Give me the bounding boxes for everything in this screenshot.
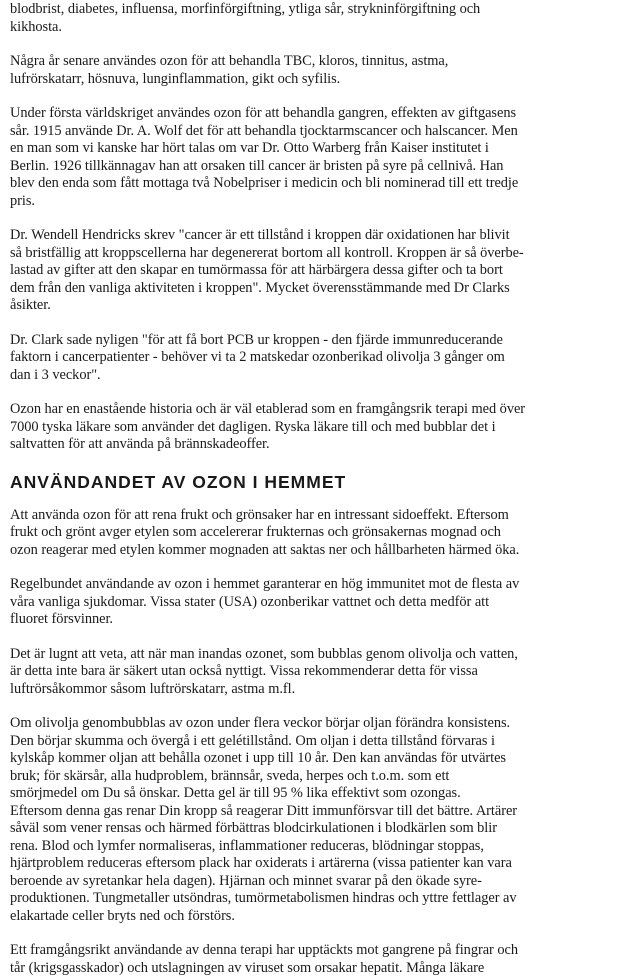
- document-page: [10, 0, 614, 976]
- paragraph-fruit-vegetables: Att använda ozon för att rena frukt och grönsaker har en intressant sidoeffekt. Eftersom frukt och grönt avger etylen som accelererar frukternas och grönsakernas mognad och ozon reagerar med etylen kommer mognaden att saktas ner och hållbarheten härmed öka.: [10, 506, 520, 558]
- paragraph-disease-list: blodbrist, diabetes, influensa, morfinförgiftning, ytliga sår, strykninförgiftning och kikhosta.: [10, 1, 481, 35]
- paragraph-inhaling-ozone: Det är lugnt att veta, att när man inandas ozonet, som bubblas genom olivolja och vatten, är detta inte bara är säkert utan också nyttigt. Vissa rekommenderar detta för vissa luftrörsåkommor såsom luftrörskatarr, astma m.fl.: [10, 645, 518, 697]
- paragraph-olive-oil: Om olivolja genombubblas av ozon under flera veckor börjar oljan förändra konsistens. Den börjar skumma och övergå i ett gelétillstånd. Om oljan i detta tillstånd förvaras i kylskåp kommer oljan att behålla ozonet i upp till 10 år. Den kan användas för utvärtes bruk; för skärsår, alla hudproblem, brännsår, sveda, herpes och t.o.m. som ett smörjmedel om Du så önskar. Detta gel är till 95 % lika effektivt som ozongas. Eftersom denna gas renar Din kropp så reagerar Ditt immunförsvar till det bättre. Artärer såväl som vener rensas och härmed förbättras blodcirkulationen i blodkärlen som blir rena. Blod och lymfer normaliseras, inflammationer reduceras, blödningar stoppas, hjärtproblem reduceras eftersom plack har oxiderats i artärerna (vissa patienter kan vara beroende av syretankar hela dagen). Hjärnan och minnet svarar på den ökade syre- produktionen. Tungmetaller utsöndras, tumörmetabolismen hindras och yttre fettlager av elakartade celler bryts ned och förstörs.: [10, 715, 518, 924]
- paragraph-clark-quote: Dr. Clark sade nyligen "för att få bort PCB ur kroppen - den fjärde immunreducerande faktorn i cancerpatienter - behöver vi ta 2 matskedar ozonberikad olivolja 3 gånger om dan i 3 veckor".: [10, 331, 505, 383]
- section-heading: ANVÄNDANDET AV OZON I HEMMET: [10, 471, 347, 492]
- paragraph-hendricks-quote: Dr. Wendell Hendricks skrev "cancer är ett tillstånd i kroppen där oxidationen har blivit så bristfällig att kroppscellerna har degenererat bortom all kontroll. Kroppen är så överbe- lastad av gifter att den skapar en tumörmassa för att härbärgera dessa gifter och ta bort dem från den vanliga aktiviteten i kroppen". Mycket överensstämmande med Dr Clarks åsikter.: [10, 227, 524, 313]
- paragraph-gangrene-therapy: Ett framgångsrikt användande av denna terapi har upptäckts mot gangrene på fingrar och tår (krigsgasskador) och utslagningen av viruset som orsakar hepatit. Många läkare: [10, 942, 518, 976]
- paragraph-ozone-history: Ozon har en enastående historia och är väl etablerad som en framgångsrik terapi med över 7000 tyska läkare som använder det dagligen. Ryska läkare till och med bubblar det i saltvatten för att använda på brännskadeoffer.: [10, 401, 526, 452]
- paragraph-immunity: Regelbundet användande av ozon i hemmet garanterar en hög immunitet mot de flesta av våra vanliga sjukdomar. Vissa stater (USA) ozonberikar vattnet och detta medför att fluoret försvinner.: [10, 576, 520, 627]
- paragraph-later-uses: Några år senare användes ozon för att behandla TBC, kloros, tinnitus, astma, lufrörskatarr, hösnuva, lunginflammation, gikt och syfilis.: [10, 53, 449, 87]
- paragraph-world-war: Under första världskriget användes ozon för att behandla gangren, effekten av giftgasens sår. 1915 använde Dr. A. Wolf det för att behandla tjocktarmscancer och halscancer. Men en man som vi kanske har hört talas om var Dr. Otto Warberg från Kaiser institutet i Berlin. 1926 tillkännagav han att orsaken till cancer är bristen på syre på cellnivå. Han blev den enda som fått mottaga två Nobelpriser i medicin och bli nominerad till ett tredje pris.: [10, 105, 519, 209]
